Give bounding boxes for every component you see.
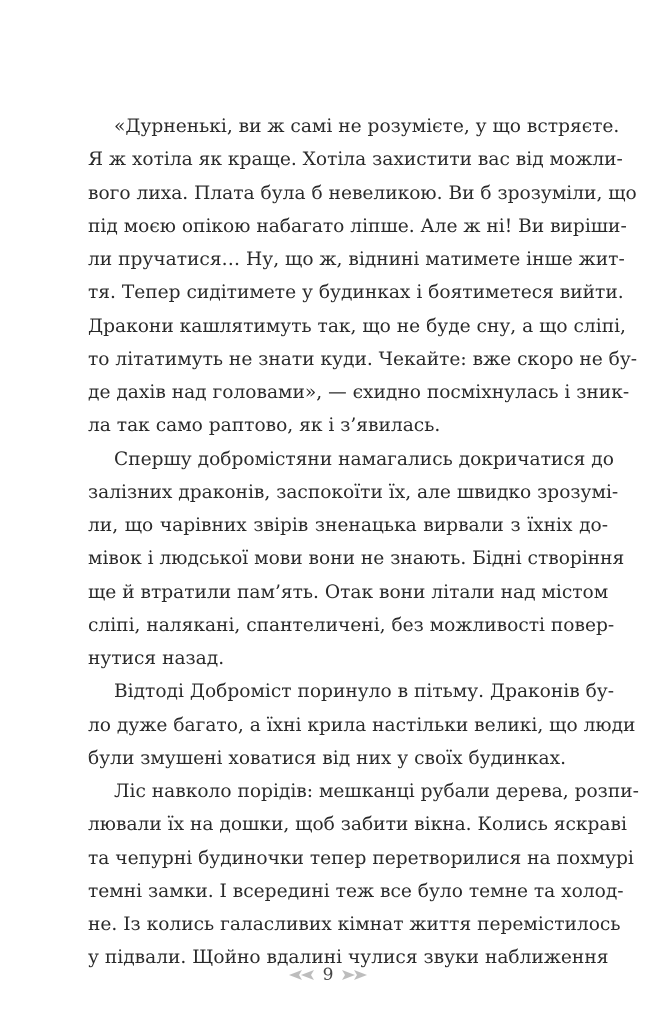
text-line: ла так само раптово, як і з’явилась. [88, 415, 441, 437]
page-footer [0, 960, 656, 990]
text-line: Дракони кашлятимуть так, що не буде сну, а що сліпі, [88, 315, 626, 337]
text-line: ло дуже багато, а їхні крила настільки великі, що люди [88, 714, 636, 736]
text-line: та чепурні будиночки тепер перетворилися на похмурі [88, 847, 634, 869]
text-line: Ліс навколо порідів: мешканці рубали дерева, розпи- [114, 781, 639, 802]
text-line: де дахів над головами», — єхидно посміхнулась і зник- [88, 382, 630, 403]
text-line: темні замки. І всередині теж все було темне та холод- [88, 880, 624, 902]
text-line: сліпі, налякані, спантеличені, без можливості повер- [88, 614, 615, 636]
text-line: то літатимуть не знати куди. Чекайте: вже скоро не бу- [88, 348, 638, 370]
text-line: не. Із колись галасливих кімнат життя перемістилось [88, 914, 621, 935]
text-line: «Дурненькі, ви ж самі не розумієте, у що встряєте. [114, 116, 620, 137]
text-line: Спершу добромістяни намагались докричатися до [114, 448, 614, 470]
text-line: залізних драконів, заспокоїти їх, але швидко зрозумі- [88, 481, 619, 503]
text-line: мівок і людської мови вони не знають. Бідні створіння [88, 548, 625, 570]
double-chevron-left-icon [287, 969, 315, 981]
text-line: Я ж хотіла як краще. Хотіла захистити вас від можли- [88, 149, 623, 171]
text-line: ще й втратили пам’ять. Отак вони літали над містом [88, 581, 609, 603]
text-line: у підвали. Щойно вдалині чулися звуки наближення [88, 947, 609, 969]
text-line: ли, що чарівних звірів зненацька вирвали з їхніх до- [88, 515, 608, 536]
text-line: Відтоді Доброміст поринуло в пітьму. Драконів бу- [114, 681, 615, 703]
text-line: були змушені ховатися від них у своїх будинках. [88, 747, 566, 769]
text-line: лювали їх на дошки, щоб забити вікна. Колись яскраві [88, 814, 627, 836]
text-line: тя. Тепер сидітимете у будинках і боятиметеся вийти. [88, 282, 624, 304]
text-line: вого лиха. Плата була б невеликою. Ви б зрозуміли, що [88, 182, 637, 204]
page-number: 9 [322, 965, 334, 985]
body-text [88, 110, 639, 975]
text-line: ли пручатися… Ну, що ж, віднині матимете інше жит- [88, 249, 625, 270]
text-line: під моєю опікою набагато ліпше. Але ж ні! Ви виріши- [88, 215, 627, 237]
double-chevron-right-icon [341, 969, 369, 981]
text-line: нутися назад. [88, 648, 225, 669]
